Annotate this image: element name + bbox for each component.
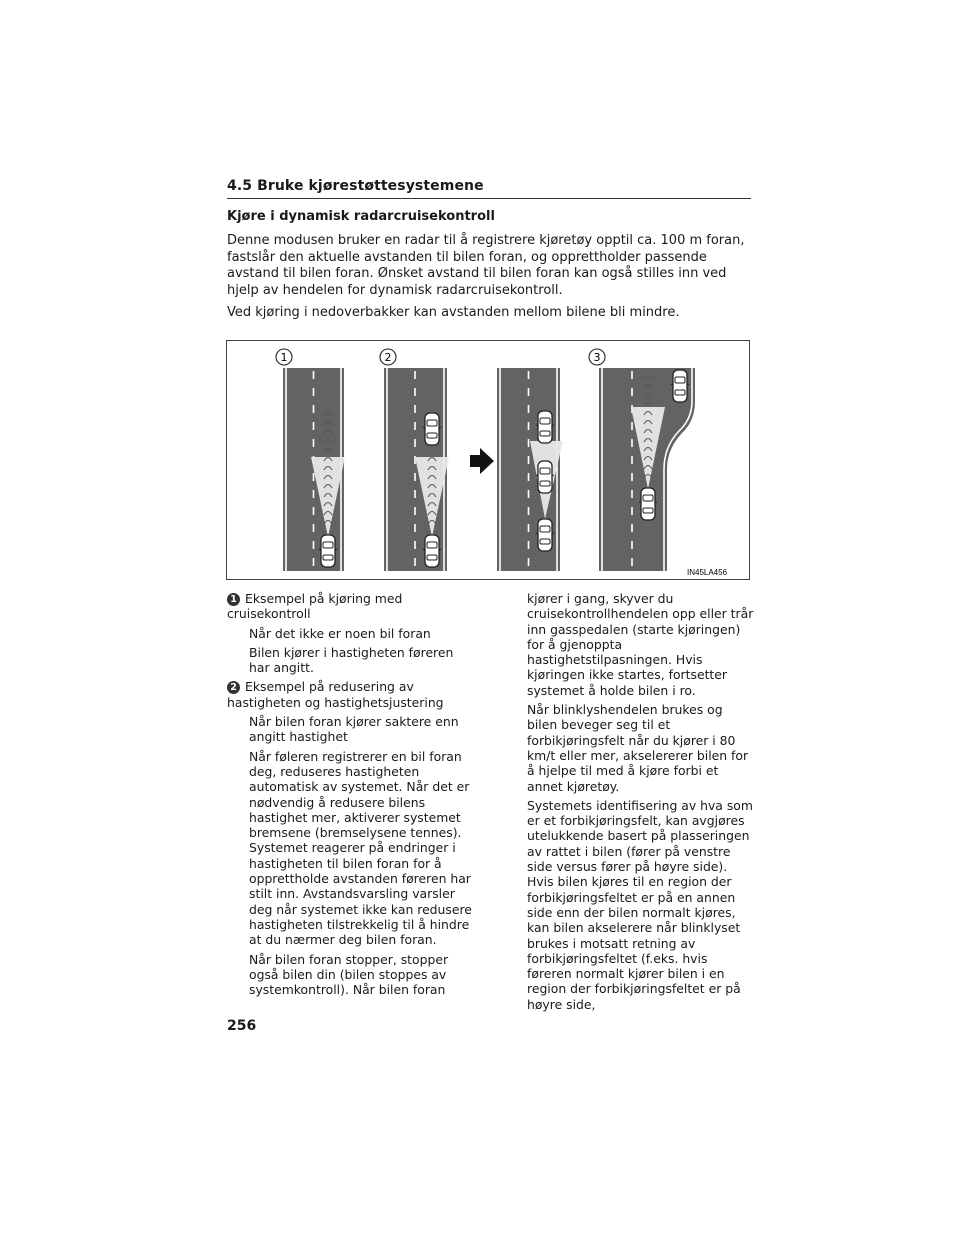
right-column	[527, 591, 755, 1016]
vehicle-ahead	[671, 370, 689, 402]
figure-code: IN45LA456	[687, 568, 728, 577]
own-car	[319, 535, 337, 567]
label-2	[380, 349, 396, 365]
intro-paragraph: Denne modusen bruker en radar til å registrere kjøretøy opptil ca. 100 m foran, fastslår den aktuelle avstanden til bilen foran, og opprettholder passende avstand til bilen foran. Ønsket avstand til bilen foran kan også stilles inn ved hjelp av hendelen for dynamisk radarcruisekontroll.	[227, 233, 745, 298]
svg-text:1: 1	[280, 351, 288, 364]
section-title: 4.5 Bruke kjørestøttesystemene	[227, 178, 484, 194]
road-scene-2b	[497, 368, 563, 571]
left-column	[227, 591, 477, 1001]
item-2-sub-3: Når bilen foran stopper, stopper også bilen din (bilen stoppes av systemkontroll). Når bilen foran	[249, 951, 449, 998]
road-scene-3	[599, 368, 695, 571]
own-car	[639, 488, 657, 520]
right-paragraph-1: kjører i gang, skyver du cruisekontrollhendelen opp eller trår inn gasspedalen (starte kjøringen) for å gjenoppta hastighetstilpasningen. Hvis kjøringen ikke startes, fortsetter systemet å holde bilen i ro.	[527, 591, 754, 698]
following-car	[536, 519, 554, 551]
right-paragraph-3: Systemets identifisering av hva som er et forbikjøringsfelt, kan avgjøres utelukkende basert på plasseringen av rattet i bilen (fører på venstre side versus fører på høyre side). Hvis bilen kjøres til en region der forbikjøringsfeltet er på en annen side enn der bilen normalt kjøres, kan bilen akselerere når blinklyset brukes i motsatt retning av forbikjøringsfeltet (f.eks. hvis føreren normalt kjører bilen i en region der forbikjøringsfeltet er på høyre side,	[527, 797, 753, 1012]
item-2-title: Eksempel på redusering av hastigheten og hastighetsjustering	[227, 679, 444, 710]
item-1-title: Eksempel på kjøring med cruisekontroll	[227, 591, 403, 622]
item-2-heading	[227, 679, 477, 710]
item-1-sub-1: Når det ikke er noen bil foran	[249, 625, 431, 641]
own-car	[423, 535, 441, 567]
page-number: 256	[227, 1018, 257, 1034]
road-scene-2	[384, 368, 449, 571]
subheading: Kjøre i dynamisk radarcruisekontroll	[227, 209, 495, 224]
item-1-sub-2: Bilen kjører i hastigheten føreren har angitt.	[249, 644, 454, 676]
downhill-paragraph: Ved kjøring i nedoverbakker kan avstanden mellom bilene bli mindre.	[227, 305, 680, 320]
lead-car	[536, 411, 554, 443]
transition-arrow	[470, 448, 494, 474]
right-paragraph-2: Når blinklyshendelen brukes og bilen beveger seg til et forbikjøringsfelt når du kjører i 80 km/t eller mer, akselererer bilen for å hjelpe til med å kjøre forbi et annet kjøretøy.	[527, 702, 749, 794]
section-divider	[227, 198, 751, 199]
number-badge: 1	[227, 593, 240, 606]
own-car	[536, 461, 554, 493]
item-2-sub-2: Når føleren registrerer en bil foran deg, reduseres hastigheten automatisk av systemet. Når det er nødvendig å redusere bilens hastighet mer, aktiverer systemet bremsene (bremselysene tennes). Systemet reagerer på endringer i hastigheten til bilen foran for å opprettholde avstanden føreren har stilt inn. Avstandsvarsling varsler deg når systemet ikke kan redusere hastigheten tilstrekkelig til å hindre at du nærmer deg bilen foran.	[249, 748, 472, 948]
item-1-heading	[227, 591, 477, 622]
svg-text:2: 2	[384, 351, 392, 364]
road-scene-1	[283, 368, 345, 571]
label-3	[589, 349, 605, 365]
label-1	[276, 349, 292, 365]
lead-car	[423, 413, 441, 445]
radar-cruise-illustration	[226, 340, 750, 580]
svg-text:3: 3	[593, 351, 601, 364]
number-badge: 2	[227, 681, 240, 694]
item-2-sub-1: Når bilen foran kjører saktere enn angitt hastighet	[249, 714, 459, 745]
